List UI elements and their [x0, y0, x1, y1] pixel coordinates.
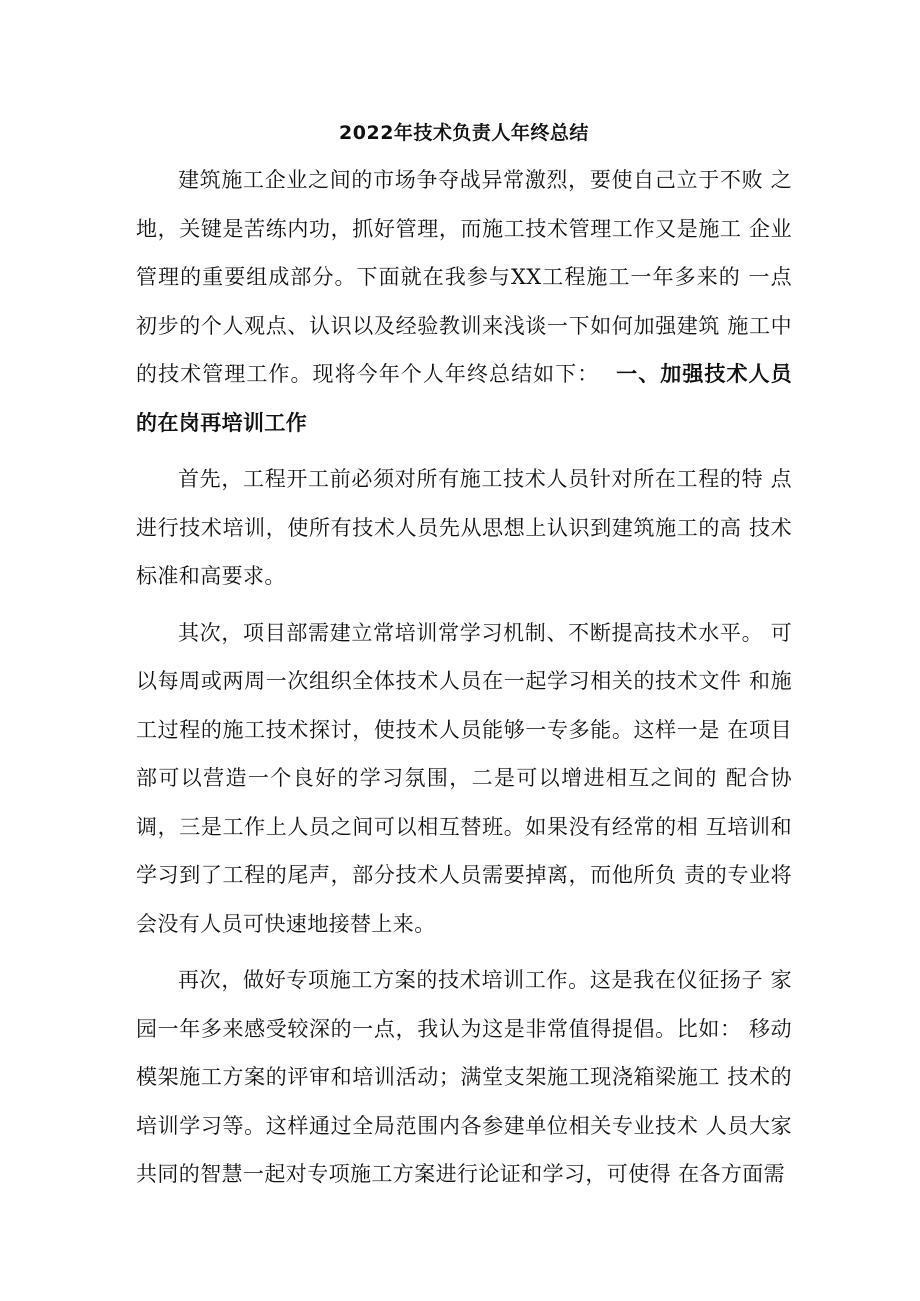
- document-page: [136, 118, 792, 1207]
- intro-paragraph: [136, 156, 792, 447]
- paragraph-second: 其次，项目部需建立常培训常学习机制、不断提高技术水平。 可以每周或两周一次组织全体技术人员在一起学习相关的技术文件 和施工过程的施工技术探讨，使技术人员能够一专多能。这样一是 在项目部可以营造一个良好的学习氛围，二是可以增进相互之间的 配合协调，三是工作上人员之间可以相互替班。如果没有经常的相 互培训和学习到了工程的尾声，部分技术人员需要掉离，而他所负 责的专业将会没有人员可快速地接替上来。: [136, 620, 792, 936]
- intro-text: 建筑施工企业之间的市场争夺战异常激烈，要使自己立于不败 之地，关键是苦练内功，抓好管理，而施工技术管理工作又是施工 企业管理的重要组成部分。下面就在我参与XX工程施工一年多来的 一点初步的个人观点、认识以及经验教训来浅谈一下如何加强建筑 施工中的技术管理工作。现将今年个人年终总结如下：: [136, 168, 792, 386]
- section-heading: 一、加强技术人员的在岗再培训工作: [136, 361, 792, 435]
- document-title: 2022年技术负责人年终总结: [339, 122, 589, 144]
- paragraph-third: 再次，做好专项施工方案的技术培训工作。这是我在仪征扬子 家园一年多来感受较深的一点，我认为这是非常值得提倡。比如： 移动模架施工方案的评审和培训活动；满堂支架施工现浇箱梁施工 技术的培训学习等。这样通过全局范围内各参建单位相关专业技术 人员大家共同的智慧一起对专项施工方案进行论证和学习，可使得 在各方面需: [136, 968, 792, 1186]
- paragraph-first: 首先，工程开工前必须对所有施工技术人员针对所在工程的特 点进行技术培训，使所有技术人员先从思想上认识到建筑施工的高 技术标准和高要求。: [136, 467, 792, 588]
